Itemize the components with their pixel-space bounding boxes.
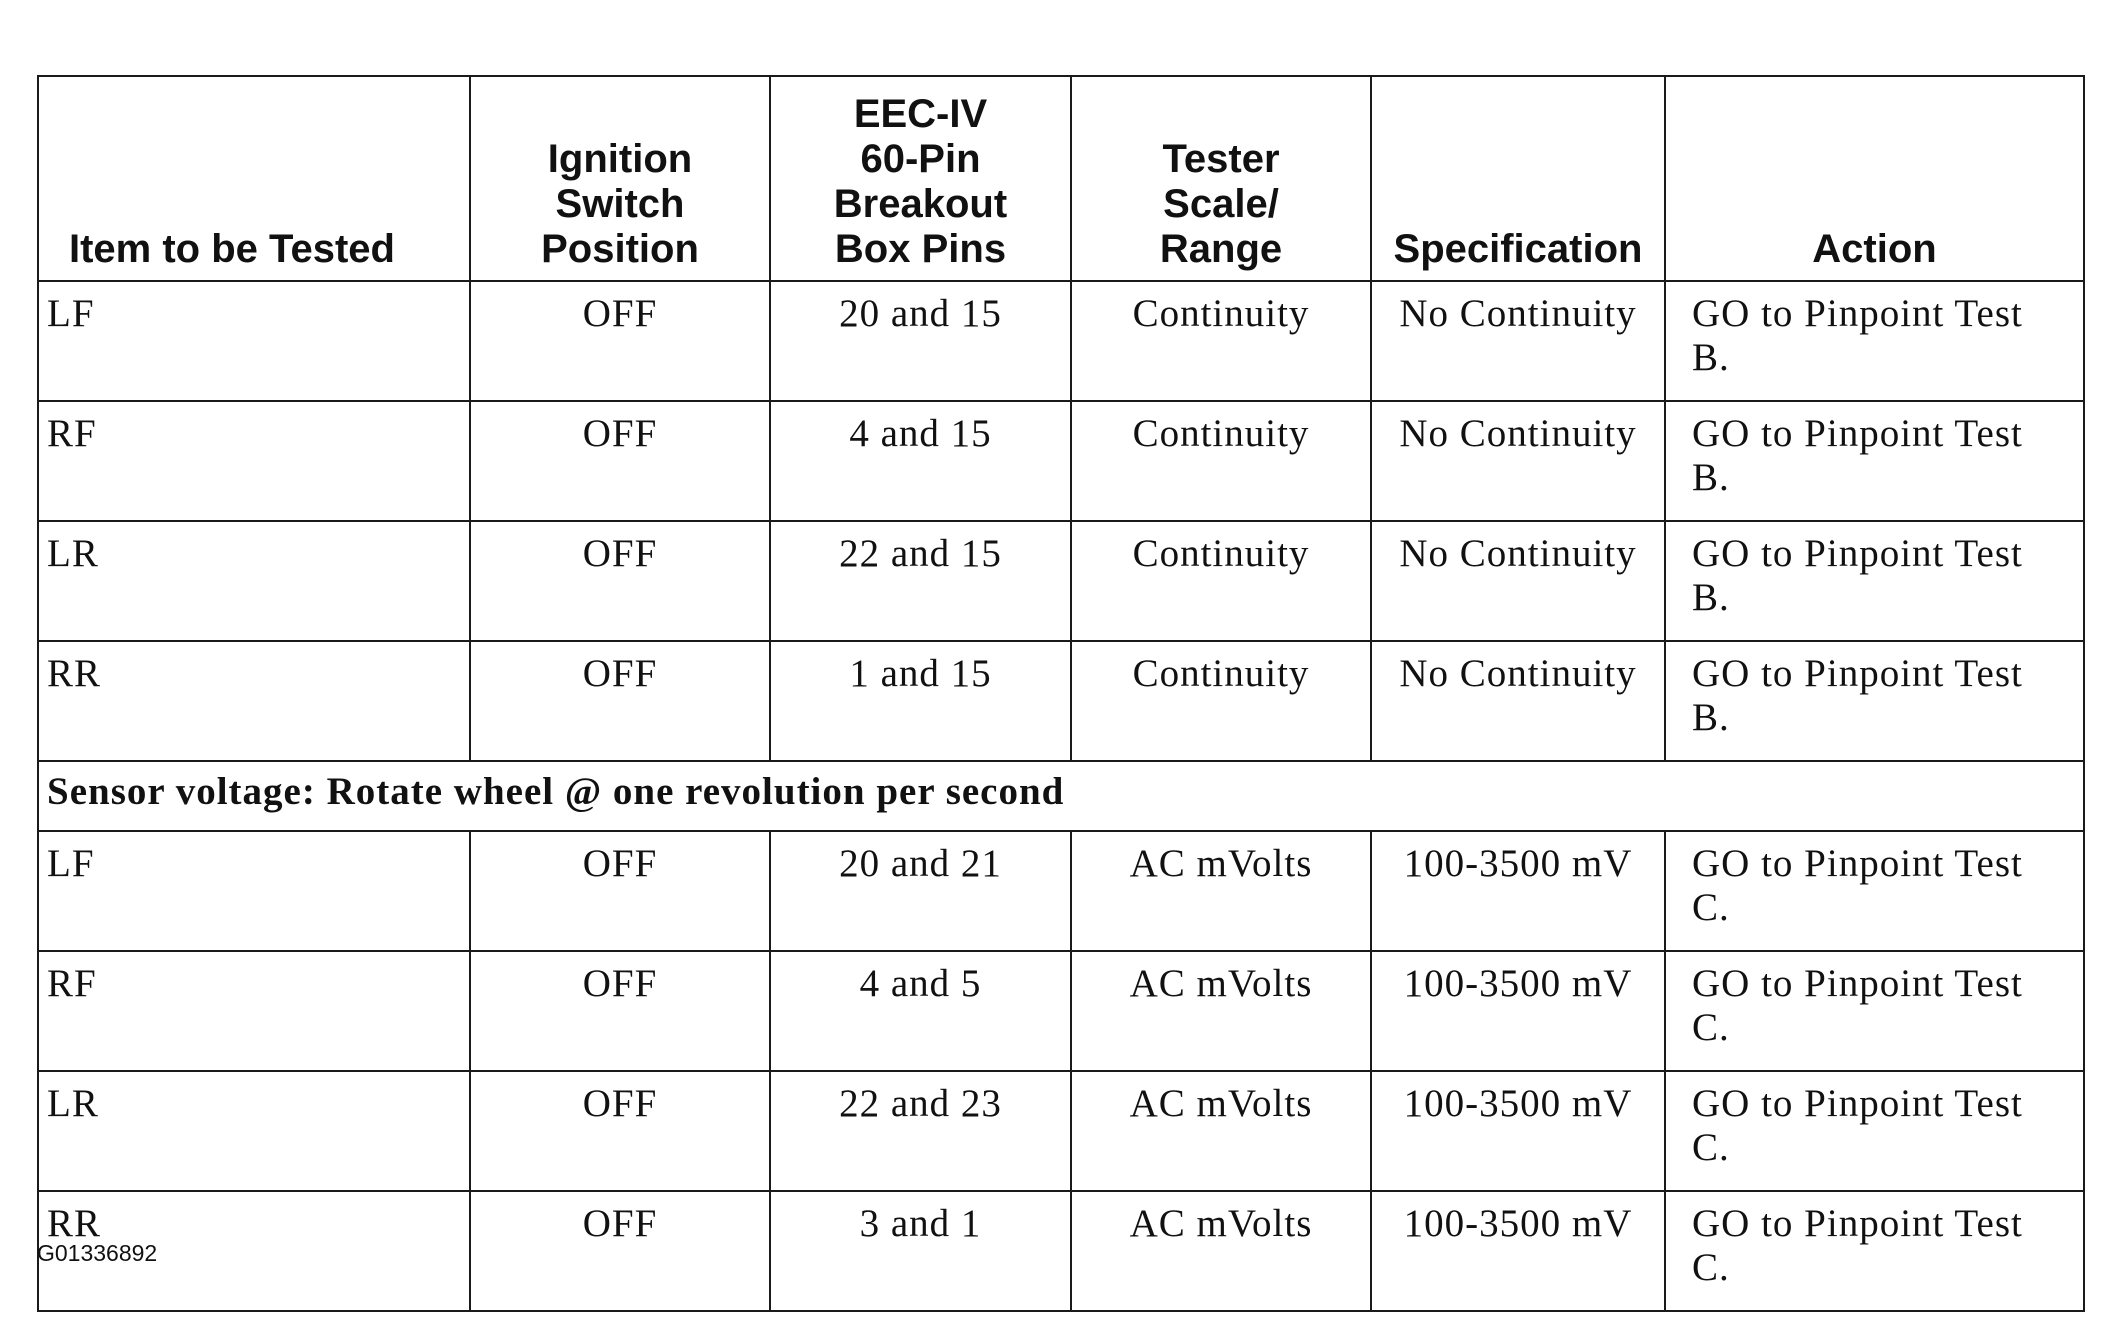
cell-ignition: OFF xyxy=(470,831,770,951)
cell-action xyxy=(1665,1191,2084,1311)
cell-pins: 1 and 15 xyxy=(770,641,1071,761)
header-scale-line: Tester xyxy=(1162,137,1280,181)
action-line: GO to Pinpoint Test xyxy=(1692,962,2023,1005)
header-pins-line: 60-Pin xyxy=(860,137,981,181)
header-item: Item to be Tested xyxy=(38,76,470,281)
table-row xyxy=(38,521,2084,641)
action-line: GO to Pinpoint Test xyxy=(1692,842,2023,885)
cell-action xyxy=(1665,401,2084,521)
cell-item: LF xyxy=(38,281,470,401)
cell-scale: AC mVolts xyxy=(1071,1191,1371,1311)
action-line: B. xyxy=(1692,576,1730,619)
header-action: Action xyxy=(1665,76,2084,281)
header-ignition-line: Switch xyxy=(555,182,685,226)
cell-pins: 22 and 15 xyxy=(770,521,1071,641)
action-line: B. xyxy=(1692,696,1730,739)
test-table-container xyxy=(37,75,2083,1312)
header-scale-line: Range xyxy=(1159,227,1283,271)
cell-scale: AC mVolts xyxy=(1071,831,1371,951)
cell-pins: 20 and 15 xyxy=(770,281,1071,401)
cell-ignition: OFF xyxy=(470,281,770,401)
cell-item: RF xyxy=(38,401,470,521)
header-ignition-line: Position xyxy=(541,227,699,271)
cell-spec: No Continuity xyxy=(1371,281,1665,401)
cell-item: LR xyxy=(38,1071,470,1191)
action-line: B. xyxy=(1692,336,1730,379)
cell-ignition: OFF xyxy=(470,1191,770,1311)
cell-action xyxy=(1665,951,2084,1071)
cell-spec: No Continuity xyxy=(1371,641,1665,761)
header-scale-line: Scale/ xyxy=(1163,182,1279,226)
header-scale xyxy=(1071,76,1371,281)
cell-action xyxy=(1665,831,2084,951)
action-line: C. xyxy=(1692,1246,1730,1289)
cell-spec: 100-3500 mV xyxy=(1371,1191,1665,1311)
table-row xyxy=(38,1071,2084,1191)
cell-ignition: OFF xyxy=(470,641,770,761)
header-pins-line: Box Pins xyxy=(834,227,1007,271)
cell-ignition: OFF xyxy=(470,951,770,1071)
table-row xyxy=(38,951,2084,1071)
cell-pins: 4 and 15 xyxy=(770,401,1071,521)
table-row xyxy=(38,281,2084,401)
cell-pins: 22 and 23 xyxy=(770,1071,1071,1191)
cell-action xyxy=(1665,641,2084,761)
cell-scale: AC mVolts xyxy=(1071,1071,1371,1191)
header-row xyxy=(38,76,2084,281)
header-ignition-line: Ignition xyxy=(547,137,693,181)
action-line: GO to Pinpoint Test xyxy=(1692,292,2023,335)
header-ignition xyxy=(470,76,770,281)
figure-id: G01336892 xyxy=(37,1240,158,1266)
cell-action xyxy=(1665,521,2084,641)
action-line: B. xyxy=(1692,456,1730,499)
action-line: GO to Pinpoint Test xyxy=(1692,652,2023,695)
action-line: C. xyxy=(1692,886,1730,929)
section-title: Sensor voltage: Rotate wheel @ one revolution per second xyxy=(38,761,2084,831)
cell-item: LF xyxy=(38,831,470,951)
cell-scale: AC mVolts xyxy=(1071,951,1371,1071)
sensor-test-table xyxy=(37,75,2085,1312)
header-pins xyxy=(770,76,1071,281)
action-line: C. xyxy=(1692,1006,1730,1049)
cell-spec: No Continuity xyxy=(1371,401,1665,521)
cell-action xyxy=(1665,1071,2084,1191)
action-line: GO to Pinpoint Test xyxy=(1692,1202,2023,1245)
cell-item: RR xyxy=(38,1191,470,1311)
header-spec: Specification xyxy=(1371,76,1665,281)
table-row xyxy=(38,641,2084,761)
cell-scale: Continuity xyxy=(1071,521,1371,641)
cell-pins: 3 and 1 xyxy=(770,1191,1071,1311)
cell-pins: 20 and 21 xyxy=(770,831,1071,951)
action-line: GO to Pinpoint Test xyxy=(1692,1082,2023,1125)
cell-item: RF xyxy=(38,951,470,1071)
table-row xyxy=(38,831,2084,951)
header-pins-line: Breakout xyxy=(833,182,1008,226)
cell-scale: Continuity xyxy=(1071,281,1371,401)
table-row xyxy=(38,401,2084,521)
action-line: GO to Pinpoint Test xyxy=(1692,412,2023,455)
action-line: C. xyxy=(1692,1126,1730,1169)
cell-spec: No Continuity xyxy=(1371,521,1665,641)
cell-spec: 100-3500 mV xyxy=(1371,951,1665,1071)
cell-scale: Continuity xyxy=(1071,401,1371,521)
cell-spec: 100-3500 mV xyxy=(1371,831,1665,951)
table-row xyxy=(38,1191,2084,1311)
cell-spec: 100-3500 mV xyxy=(1371,1071,1665,1191)
cell-item: RR xyxy=(38,641,470,761)
cell-scale: Continuity xyxy=(1071,641,1371,761)
action-line: GO to Pinpoint Test xyxy=(1692,532,2023,575)
cell-ignition: OFF xyxy=(470,521,770,641)
section-row xyxy=(38,761,2084,831)
cell-ignition: OFF xyxy=(470,401,770,521)
cell-item: LR xyxy=(38,521,470,641)
header-pins-line: EEC-IV xyxy=(853,92,988,136)
cell-ignition: OFF xyxy=(470,1071,770,1191)
cell-action xyxy=(1665,281,2084,401)
cell-pins: 4 and 5 xyxy=(770,951,1071,1071)
